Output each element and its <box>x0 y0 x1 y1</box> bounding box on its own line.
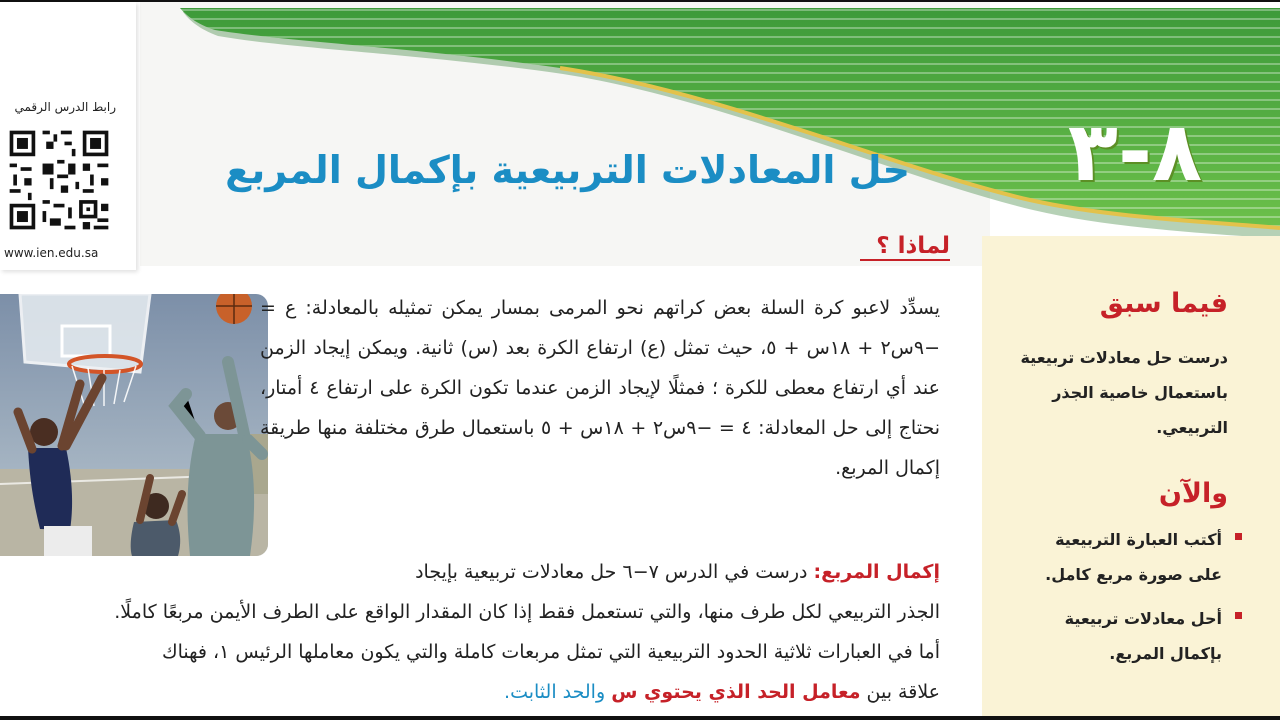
section-text-line-3: أما في العبارات ثلاثية الحدود التربيعية التي تمثل مربعات كاملة والتي يكون معاملها الرئيس ١، فهناك <box>161 641 940 663</box>
why-heading: لماذا ؟ <box>860 233 950 261</box>
bullet-icon <box>1235 533 1242 540</box>
lesson-title: حل المعادلات التربيعية بإكمال المربع <box>225 148 910 192</box>
previous-heading: فيما سبق <box>1099 288 1228 319</box>
highlight-red-text: معامل الحد الذي يحتوي س <box>611 681 861 703</box>
completing-square-label: إكمال المربع: <box>813 561 940 583</box>
section-text-line-4-prefix: علاقة بين <box>866 681 940 703</box>
lesson-number: ٨-٣ <box>1067 105 1203 200</box>
sidebar-panel <box>982 236 1280 720</box>
qr-caption: رابط الدرس الرقمي <box>14 100 116 114</box>
section-line <box>0 672 940 712</box>
section-line <box>0 552 940 592</box>
now-item: أحل معادلات تربيعية بإكمال المربع. <box>1022 601 1222 671</box>
now-heading: والآن <box>1158 478 1228 509</box>
section-text-line-1: درست في الدرس ٧−٦ حل معادلات تربيعية بإيجاد <box>415 561 808 583</box>
basketball-photo <box>0 294 268 556</box>
now-item: أكتب العبارة التربيعية على صورة مربع كامل. <box>1022 522 1222 592</box>
qr-url[interactable]: www.ien.edu.sa <box>4 246 99 260</box>
previous-text: درست حل معادلات تربيعية باستعمال خاصية الجذر التربيعي. <box>1020 348 1228 437</box>
highlight-blue-text: والحد الثابت. <box>504 681 606 703</box>
completing-square-section <box>0 552 940 712</box>
why-paragraph: يسدِّد لاعبو كرة السلة بعض كراتهم نحو المرمى بمسار يمكن تمثيله بالمعادلة: ع = −٩س٢ + ١٨س + ٥، حيث تمثل (ع) ارتفاع الكرة بعد (س) ثانية. ويمكن إيجاد الزمن عند أي ارتفاع معطى للكرة ؛ فمثلًا لإيجاد الزمن عندما تكون الكرة على ارتفاع ٤ أمتار، نحتاج إلى حل المعادلة: ٤ = −٩س٢ + ١٨س + ٥ باستعمال طرق مختلفة منها طريقة إكمال المربع. <box>260 297 941 479</box>
bottom-border <box>0 716 1280 720</box>
bullet-icon <box>1235 612 1242 619</box>
section-text-line-2: الجذر التربيعي لكل طرف منها، والتي تستعمل فقط إذا كان المقدار الواقع على الطرف الأيمن مربعًا كاملًا. <box>114 601 940 623</box>
